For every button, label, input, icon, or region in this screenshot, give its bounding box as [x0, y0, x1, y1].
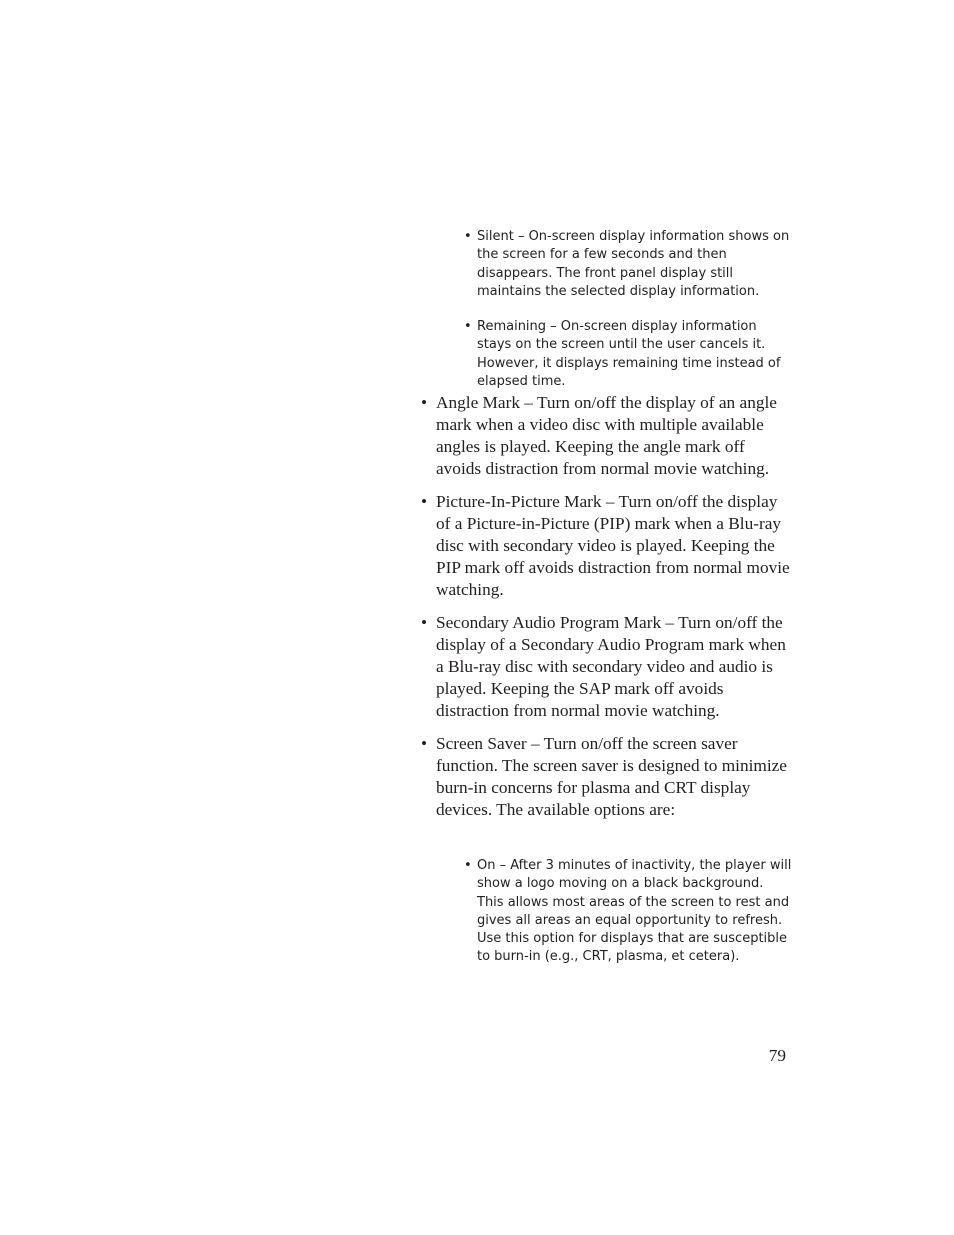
list-item-remaining	[462, 318, 792, 391]
list-item-pip-mark	[421, 491, 791, 601]
display-options-sublist	[462, 228, 792, 408]
list-item-angle-mark	[421, 392, 791, 480]
screen-saver-options-sublist	[462, 857, 792, 984]
list-item-text: Picture-In-Picture Mark – Turn on/off the display of a Picture-in-Picture (PIP) mark when a Blu-ray disc with secondary video is played. Keeping the PIP mark off avoids distraction from normal movie watching.	[436, 492, 790, 599]
bullet-icon: •	[421, 492, 428, 511]
list-item-text: Silent – On-screen display information shows on the screen for a few seconds and then disappears. The front panel display still maintains the selected display information.	[477, 229, 790, 299]
list-item-on	[462, 857, 792, 967]
bullet-icon: •	[464, 858, 472, 873]
list-item-screen-saver	[421, 733, 791, 821]
bullet-icon: •	[464, 319, 472, 335]
list-item-text: Angle Mark – Turn on/off the display of an angle mark when a video disc with multiple available angles is played. Keeping the angle mark off avoids distraction from normal movie watching.	[436, 393, 777, 478]
list-item-text: On – After 3 minutes of inactivity, the player will show a logo moving on a black background. This allows most areas of the screen to rest and gives all areas an equal opportunity to refresh. Use this option for displays that are susceptible to burn-in (e.g., CRT, plasma, et cetera).	[477, 858, 792, 965]
bullet-icon: •	[464, 229, 472, 244]
bullet-icon: •	[421, 734, 428, 753]
bullet-icon: •	[421, 393, 428, 412]
list-item-sap-mark	[421, 612, 791, 722]
list-item-text: Remaining – On-screen display information stays on the screen until the user cancels it. However, it displays remaining time instead of elapsed time.	[477, 319, 781, 390]
settings-list	[421, 392, 791, 832]
list-item-silent	[462, 228, 792, 301]
bullet-icon: •	[421, 613, 428, 632]
list-item-text: Screen Saver – Turn on/off the screen saver function. The screen saver is designed to minimize burn-in concerns for plasma and CRT display devices. The available options are:	[436, 734, 787, 819]
list-item-text: Secondary Audio Program Mark – Turn on/off the display of a Secondary Audio Program mark when a Blu-ray disc with secondary video and audio is played. Keeping the SAP mark off avoids distraction from normal movie watching.	[436, 613, 786, 720]
page-number: 79	[768, 1046, 786, 1065]
